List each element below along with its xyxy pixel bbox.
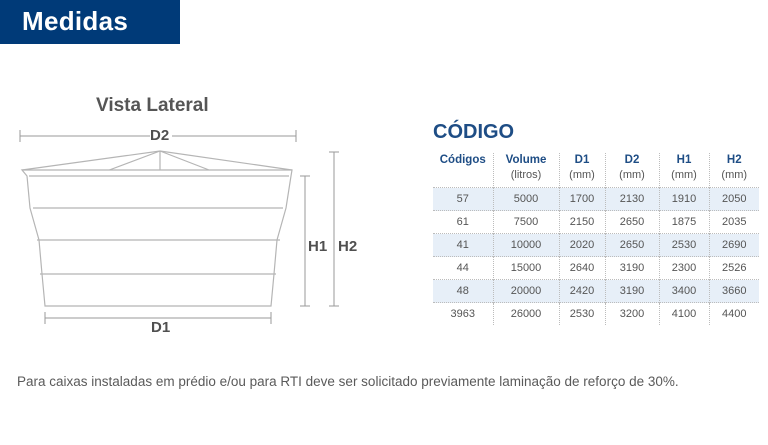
- table-row: [433, 257, 759, 280]
- h2-label: H2: [338, 238, 358, 255]
- table-cell: 26000: [493, 303, 559, 326]
- footnote: Para caixas instaladas em prédio e/ou para RTI deve ser solicitado previamente laminação de reforço de 30%.: [17, 374, 679, 389]
- table-cell: 1700: [559, 188, 605, 211]
- table-cell: 7500: [493, 211, 559, 234]
- table-row: [433, 234, 759, 257]
- d2-label: D2: [150, 127, 170, 144]
- table-cell: 2300: [659, 257, 709, 280]
- column-header: D2 (mm): [605, 153, 659, 188]
- diagram-title: Vista Lateral: [96, 95, 209, 116]
- table-cell: 3660: [709, 280, 759, 303]
- tank-body: [22, 170, 292, 306]
- table-cell: 2650: [605, 211, 659, 234]
- page-title: Medidas: [22, 6, 129, 36]
- table-cell: 41: [433, 234, 493, 257]
- column-header: H1 (mm): [659, 153, 709, 188]
- table-cell: 3400: [659, 280, 709, 303]
- tank-side-view-diagram: [0, 0, 380, 340]
- table-cell: 61: [433, 211, 493, 234]
- table-cell: 44: [433, 257, 493, 280]
- table-cell: 2690: [709, 234, 759, 257]
- table-title: CÓDIGO: [433, 121, 515, 143]
- table-cell: 2150: [559, 211, 605, 234]
- table-row: [433, 188, 759, 211]
- column-header: Volume (litros): [493, 153, 559, 188]
- h1-label: H1: [308, 238, 328, 255]
- table-cell: 3963: [433, 303, 493, 326]
- table-cell: 15000: [493, 257, 559, 280]
- table-cell: 10000: [493, 234, 559, 257]
- column-header: D1 (mm): [559, 153, 605, 188]
- d1-label: D1: [151, 319, 171, 336]
- table-cell: 3190: [605, 257, 659, 280]
- table-cell: 4100: [659, 303, 709, 326]
- specs-table: [433, 153, 759, 325]
- table-cell: 5000: [493, 188, 559, 211]
- table-cell: 2650: [605, 234, 659, 257]
- table-cell: 1875: [659, 211, 709, 234]
- table-cell: 2130: [605, 188, 659, 211]
- table-row: [433, 211, 759, 234]
- table-cell: 2035: [709, 211, 759, 234]
- h2-dimension-line: [329, 152, 339, 306]
- table-cell: 2530: [559, 303, 605, 326]
- table-row: [433, 280, 759, 303]
- table-cell: 2420: [559, 280, 605, 303]
- table-cell: 3200: [605, 303, 659, 326]
- column-header: Códigos: [433, 153, 493, 188]
- table-cell: 2530: [659, 234, 709, 257]
- table-cell: 1910: [659, 188, 709, 211]
- column-header: H2 (mm): [721, 154, 748, 181]
- table-cell: 2640: [559, 257, 605, 280]
- table-cell: 20000: [493, 280, 559, 303]
- table-cell: 3190: [605, 280, 659, 303]
- table-cell: 2020: [559, 234, 605, 257]
- table-cell: 2050: [709, 188, 759, 211]
- table-header-row: [433, 153, 759, 188]
- table-row: [433, 303, 759, 326]
- table-cell: 4400: [709, 303, 759, 326]
- table-cell: 57: [433, 188, 493, 211]
- table-cell: 2526: [709, 257, 759, 280]
- table-cell: 48: [433, 280, 493, 303]
